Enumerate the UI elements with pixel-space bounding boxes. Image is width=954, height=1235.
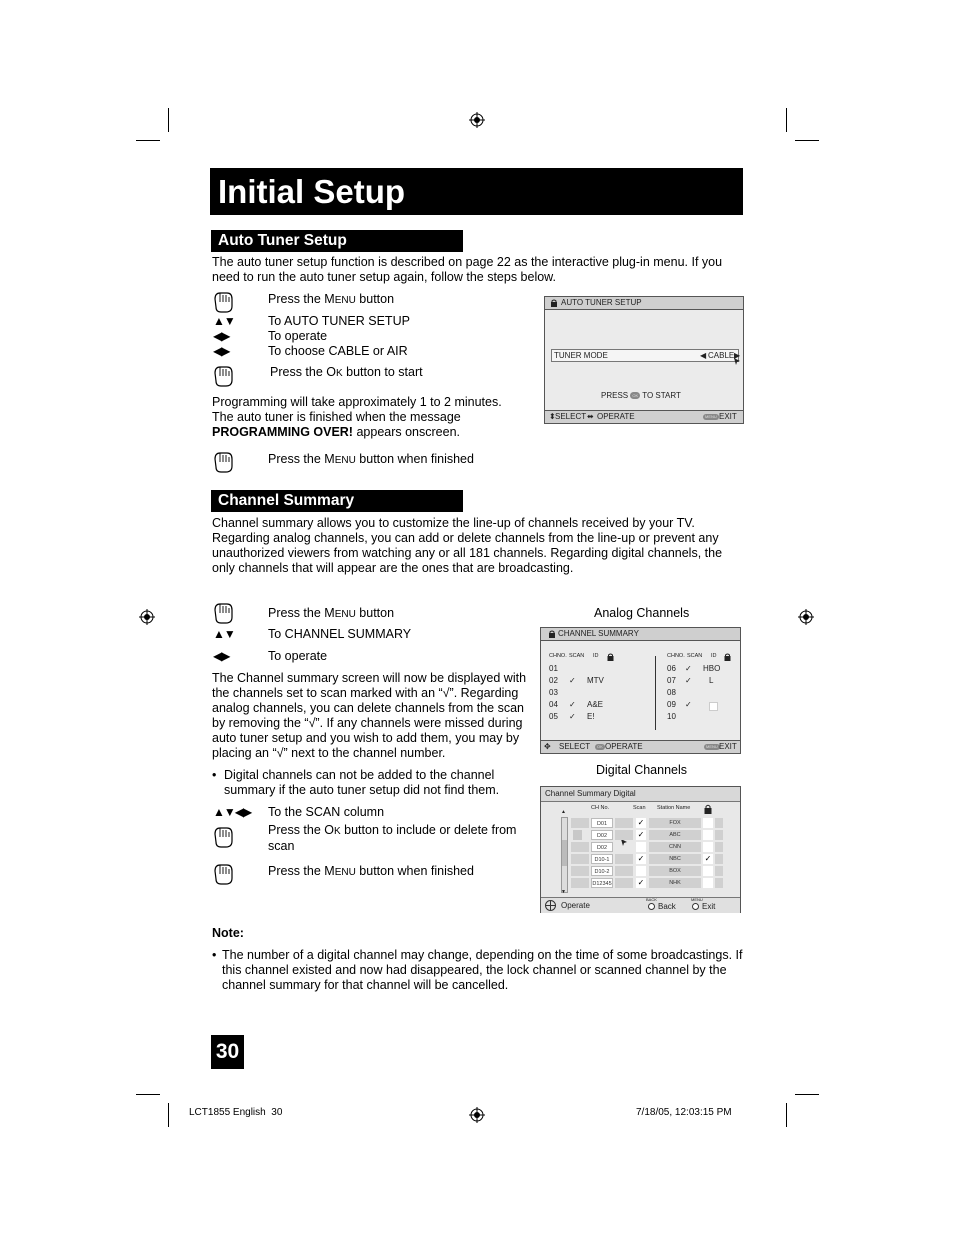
table-row[interactable] <box>549 688 649 700</box>
channel-id: A&E <box>587 700 604 709</box>
hand-press-icon <box>212 601 234 625</box>
channel-number: 07 <box>667 676 676 685</box>
footer-left: LCT1855 English 30 <box>189 1107 283 1118</box>
col-chno: CHNO. <box>667 653 685 659</box>
crop-mark <box>136 140 160 141</box>
channel-id: E! <box>587 712 595 721</box>
cursor-icon <box>734 358 741 365</box>
channel-number: 03 <box>549 688 558 697</box>
osd-exit-label: EXIT <box>719 412 737 421</box>
page-title: Initial Setup <box>210 168 743 215</box>
station-name: FOX <box>649 818 701 828</box>
menu-key-label: MENU <box>691 897 703 902</box>
crop-mark <box>795 140 819 141</box>
footer-right: 7/18/05, 12:03:15 PM <box>636 1107 732 1118</box>
step-to-operate: To operate <box>268 329 328 343</box>
four-way-arrow-icon: ▲▼◀▶ <box>213 805 252 819</box>
digital-channel-summary-osd <box>540 786 741 913</box>
section-heading-auto-tuner: Auto Tuner Setup <box>211 230 463 252</box>
menu-button-glyph-icon: MENU <box>706 744 718 749</box>
column-divider <box>655 656 656 730</box>
osd-header: Channel Summary Digital <box>545 789 636 798</box>
hand-press-icon <box>212 825 234 849</box>
table-row[interactable] <box>571 830 741 841</box>
table-row[interactable] <box>571 854 741 865</box>
row-mid-cell <box>615 818 633 828</box>
analog-channel-summary-osd <box>540 627 741 754</box>
col-id: ID <box>711 653 717 659</box>
hand-press-icon <box>212 290 234 314</box>
up-down-arrow-icon: ▲▼ <box>213 314 235 328</box>
step-to-auto-tuner: To AUTO TUNER SETUP <box>268 314 410 328</box>
lock-check[interactable]: ✓ <box>704 854 712 863</box>
osd-exit-label: Exit <box>702 902 716 911</box>
channel-number: D01 <box>591 818 613 828</box>
row-end-cell <box>715 854 723 864</box>
registration-mark-icon <box>139 609 155 625</box>
channel-number: D10-2 <box>591 866 613 876</box>
tuner-mode-value: CABLE <box>708 351 735 360</box>
osd-header: CHANNEL SUMMARY <box>558 629 639 638</box>
channel-number: D12345 <box>591 878 613 888</box>
row-left-cell <box>571 842 589 852</box>
left-right-arrow-icon: ◀▶ <box>213 329 230 343</box>
lock-check[interactable] <box>703 878 713 888</box>
channel-number: D02 <box>591 830 613 840</box>
four-way-button-icon <box>545 900 556 911</box>
channel-number: 05 <box>549 712 558 721</box>
cs-step-to-summary: To CHANNEL SUMMARY <box>268 627 412 641</box>
osd-operate-label: OPERATE <box>597 412 635 421</box>
scan-check[interactable]: ✓ <box>637 830 645 839</box>
scroll-up-icon[interactable]: ▲ <box>561 809 566 815</box>
left-right-small-icon: ⬌ <box>587 412 594 421</box>
cs-step-press-menu-finished: Press the MENU button when finished <box>268 864 474 878</box>
scan-check[interactable]: ✓ <box>569 676 576 685</box>
up-down-arrow-icon: ▲▼ <box>213 627 235 641</box>
lock-menu-icon <box>550 299 558 307</box>
osd-select-label: SELECT <box>555 412 587 421</box>
press-ok-to-start: PRESS OK TO START <box>601 391 681 400</box>
registration-mark-icon <box>469 1107 485 1123</box>
table-row[interactable] <box>571 866 741 877</box>
cs-step-to-scan: To the SCAN column <box>268 805 385 819</box>
back-button-icon[interactable] <box>648 903 655 910</box>
programming-line3: PROGRAMMING OVER! appears onscreen. <box>212 425 460 439</box>
table-row[interactable] <box>571 818 741 829</box>
crop-mark <box>795 1094 819 1095</box>
scan-check[interactable]: ✓ <box>569 712 576 721</box>
col-scan: Scan <box>633 805 646 811</box>
cs-step-press-menu: Press the MENU button <box>268 606 395 620</box>
osd-header: AUTO TUNER SETUP <box>561 298 642 307</box>
station-name: ABC <box>649 830 701 840</box>
scan-check[interactable]: ✓ <box>685 700 692 709</box>
scan-check[interactable]: ✓ <box>637 854 645 863</box>
table-row[interactable] <box>667 676 737 688</box>
page-number: 30 <box>211 1035 244 1069</box>
lock-icon <box>607 653 614 661</box>
analog-caption: Analog Channels <box>594 606 690 620</box>
step-press-menu: Press the MENU button <box>268 292 395 306</box>
hand-press-icon <box>212 364 234 388</box>
scan-check[interactable] <box>636 842 646 852</box>
channel-id: HBO <box>703 664 721 673</box>
four-way-small-icon: ✥ <box>544 742 551 751</box>
tuner-mode-row[interactable] <box>551 349 739 362</box>
auto-tuner-osd-screen <box>544 296 744 424</box>
scan-check[interactable] <box>636 866 646 876</box>
channel-id: MTV <box>587 676 604 685</box>
digital-caption: Digital Channels <box>596 763 688 777</box>
scrollbar-thumb[interactable] <box>562 840 567 866</box>
digital-osd-footer <box>541 897 740 913</box>
row-end-cell <box>715 866 723 876</box>
osd-operate-label: Operate <box>561 901 590 910</box>
col-chno: CHNO. <box>549 653 567 659</box>
col-station-name: Station Name <box>657 805 691 811</box>
table-row[interactable] <box>667 700 737 712</box>
scrollbar[interactable] <box>561 817 568 893</box>
lock-menu-icon <box>548 630 556 638</box>
channel-number: 04 <box>549 700 558 709</box>
channel-number: 08 <box>667 688 676 697</box>
table-row[interactable] <box>549 676 649 688</box>
table-row[interactable] <box>549 712 649 724</box>
lock-check[interactable] <box>703 866 713 876</box>
left-triangle-icon: ◀ <box>700 351 707 360</box>
hand-press-icon <box>212 450 234 474</box>
channel-number: D02 <box>591 842 613 852</box>
channel-number: 09 <box>667 700 676 709</box>
osd-exit-label: EXIT <box>719 742 737 751</box>
digital-bullet: Digital channels can not be added to the channel summary if the auto tuner setup did not find them. <box>224 768 500 797</box>
scan-check[interactable]: ✓ <box>569 700 576 709</box>
programming-line2: The auto tuner is finished when the message <box>212 410 461 424</box>
table-row[interactable] <box>667 664 737 676</box>
row-left-cell <box>571 854 589 864</box>
channel-number: 02 <box>549 676 558 685</box>
left-right-arrow-icon: ◀▶ <box>213 344 230 358</box>
channel-number: 01 <box>549 664 558 673</box>
row-end-cell <box>715 818 723 828</box>
menu-button-glyph-icon: MENU <box>705 414 717 419</box>
station-name: BOX <box>649 866 701 876</box>
ok-button-glyph-icon: OK <box>597 744 603 749</box>
row-mid-cell <box>615 866 633 876</box>
scan-check[interactable]: ✓ <box>685 664 692 673</box>
row-mid-cell <box>615 830 633 840</box>
id-input-cursor[interactable] <box>709 702 718 711</box>
channel-number: D10-1 <box>591 854 613 864</box>
right-triangle-icon: ▶ <box>734 351 741 360</box>
lock-check[interactable] <box>703 818 713 828</box>
programming-line1: Programming will take approximately 1 to 2 minutes. <box>212 395 502 409</box>
station-name: CNN <box>649 842 701 852</box>
lock-icon <box>704 804 712 814</box>
tuner-mode-label: TUNER MODE <box>554 351 608 360</box>
channel-summary-intro: Channel summary allows you to customize the line-up of channels received by your TV. Regarding analog channels, you can add or delete channels from the line-up or prevent any unauthorized viewers from watching any or all 181 channels. Regarding digital channels, the only channels that will appear are the ones that are broadcasting. <box>212 516 723 575</box>
station-name: NBC <box>649 854 701 864</box>
osd-back-label: Back <box>658 902 676 911</box>
row-left-cell <box>571 818 589 828</box>
col-scan: SCAN <box>569 653 585 659</box>
crop-mark <box>786 108 787 132</box>
section-heading-channel-summary: Channel Summary <box>211 490 463 512</box>
osd-operate-label: OPERATE <box>605 742 643 751</box>
row-left-cell <box>571 866 589 876</box>
bullet-dot: • <box>212 768 217 782</box>
table-row[interactable] <box>571 842 741 853</box>
left-right-arrow-icon: ◀▶ <box>213 649 230 663</box>
channel-id: L <box>709 676 714 685</box>
registration-mark-icon <box>469 112 485 128</box>
step-press-ok: Press the OK button to start <box>270 365 423 379</box>
note-label: Note: <box>212 926 244 940</box>
channel-number: 10 <box>667 712 676 721</box>
registration-mark-icon <box>798 609 814 625</box>
note-text: The number of a digital channel may change, depending on the time of some broadcastings. If this channel existed and now had disappeared, the lock channel or scanned channel by the channel summary for that channel will be cancelled. <box>222 948 743 992</box>
channel-summary-body: The Channel summary screen will now be displayed with the channels set to scan marked with an “√”. Regarding analog channels, you can delete channels from the scan by removing the “√”. If any channels were missed during auto tuner setup and you wish to add them, you may by placing an “√” next to the channel number. <box>212 671 527 760</box>
hand-press-icon <box>212 862 234 886</box>
step-press-menu-finished: Press the MENU button when finished <box>268 452 474 466</box>
channel-number: 06 <box>667 664 676 673</box>
digital-osd-header-bar <box>541 787 740 802</box>
table-row[interactable] <box>667 712 737 724</box>
scan-check[interactable]: ✓ <box>637 878 645 887</box>
row-end-cell <box>715 830 723 840</box>
crop-mark <box>136 1094 160 1095</box>
scan-check[interactable]: ✓ <box>685 676 692 685</box>
cs-step-press-ok: Press the OK button to include or delete from scan <box>268 823 517 853</box>
row-left-cell <box>571 878 589 888</box>
crop-mark <box>786 1103 787 1127</box>
lock-icon <box>724 653 731 661</box>
bullet-dot: • <box>212 948 217 962</box>
table-row[interactable] <box>549 700 649 712</box>
table-row[interactable] <box>571 878 741 889</box>
crop-mark <box>168 108 169 132</box>
table-row[interactable] <box>549 664 649 676</box>
row-mid-cell <box>615 878 633 888</box>
station-name: NHK <box>649 878 701 888</box>
col-scan: SCAN <box>687 653 703 659</box>
lock-check[interactable] <box>703 842 713 852</box>
col-id: ID <box>593 653 599 659</box>
step-choose-cable-air: To choose CABLE or AIR <box>268 344 408 358</box>
ok-button-glyph-icon: OK <box>632 393 639 399</box>
menu-button-icon[interactable] <box>692 903 699 910</box>
cs-step-to-operate: To operate <box>268 649 328 663</box>
up-down-small-icon: ⬍ <box>549 412 556 421</box>
crop-mark <box>168 1103 169 1127</box>
row-end-cell <box>715 842 723 852</box>
lock-check[interactable] <box>703 830 713 840</box>
osd-select-label: SELECT <box>559 742 591 751</box>
col-ch-no: CH No. <box>591 805 610 811</box>
scan-check[interactable]: ✓ <box>637 818 645 827</box>
row-end-cell <box>715 878 723 888</box>
auto-tuner-intro: The auto tuner setup function is described on page 22 as the interactive plug-in menu. If you need to run the auto tuner setup again, follow the steps below. <box>212 255 723 284</box>
table-row[interactable] <box>667 688 737 700</box>
scroll-down-icon[interactable]: ▼ <box>561 889 566 895</box>
row-mid-cell <box>615 854 633 864</box>
back-key-label: BACK <box>646 897 657 902</box>
